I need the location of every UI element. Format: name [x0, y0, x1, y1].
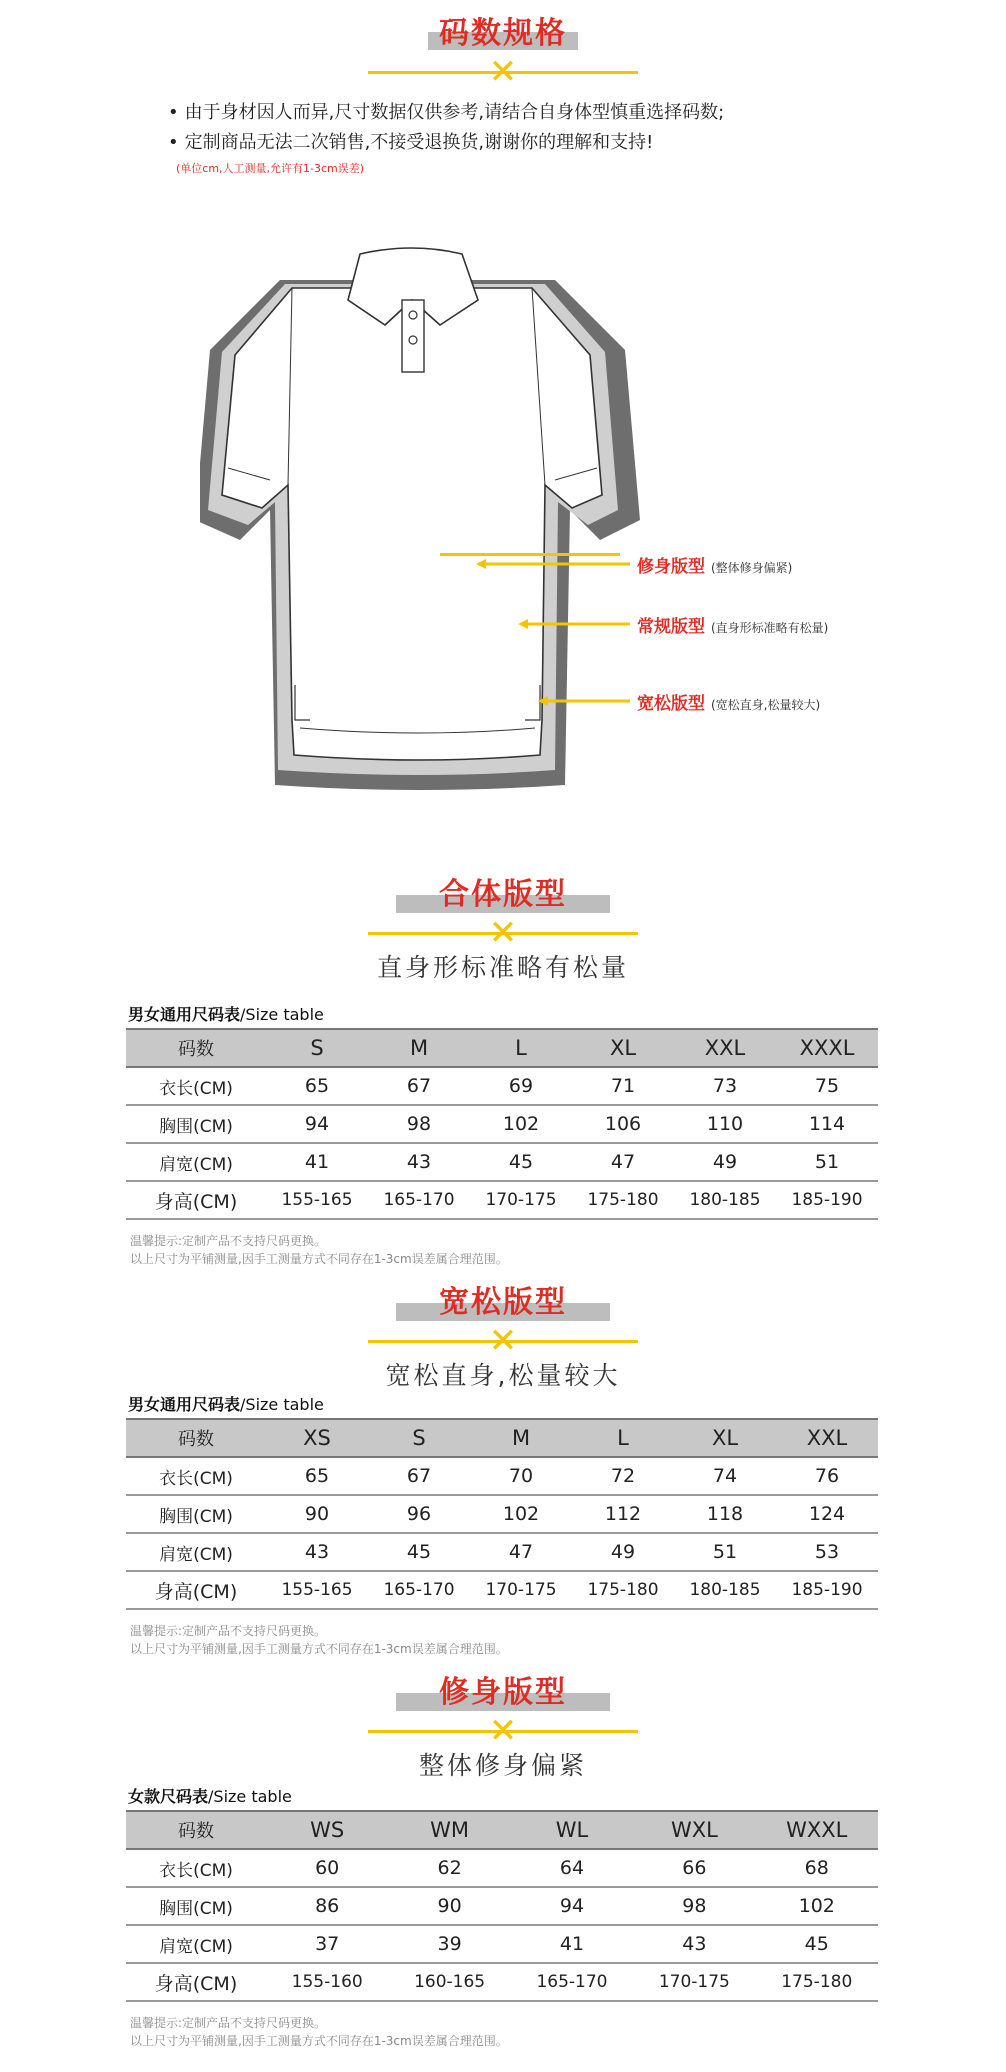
section-2-subtitle: 宽松直身,松量较大 [385, 1361, 621, 1390]
table-cell: 51 [776, 1143, 878, 1181]
table-cell: 45 [756, 1925, 878, 1963]
callout-loose-fit [637, 689, 820, 714]
table-cell: 106 [572, 1105, 674, 1143]
table-cell: 75 [776, 1067, 878, 1105]
table-cell: 65 [266, 1457, 368, 1495]
table-cell: 66 [633, 1849, 755, 1887]
header-cell: XS [266, 1419, 368, 1457]
table-row [126, 1887, 878, 1925]
table-row [126, 1181, 878, 1219]
row-label: 衣长(CM) [126, 1067, 266, 1105]
table-cell: 71 [572, 1067, 674, 1105]
table-cell: 170-175 [470, 1571, 572, 1609]
cross-icon: ✕ [488, 913, 518, 953]
table-cell: 170-175 [633, 1963, 755, 2001]
callout-loose-desc: (宽松直身,松量较大) [711, 698, 821, 712]
header-cell: XXXL [776, 1029, 878, 1067]
callout-loose-label: 宽松版型 [637, 694, 705, 714]
section-2-table-title [128, 1392, 324, 1415]
header-cell: XL [674, 1419, 776, 1457]
table-cell: 165-170 [511, 1963, 633, 2001]
table-header-row [126, 1811, 878, 1849]
callout-slim-fit [637, 552, 792, 577]
callout-regular-fit [637, 612, 828, 637]
header-cell: XXL [776, 1419, 878, 1457]
table-cell: 74 [674, 1457, 776, 1495]
table-cell: 64 [511, 1849, 633, 1887]
table-cell: 96 [368, 1495, 470, 1533]
table-row [126, 1925, 878, 1963]
table-cell: 98 [368, 1105, 470, 1143]
table-cell: 53 [776, 1533, 878, 1571]
section-1-tip [130, 1232, 508, 1268]
table-cell: 43 [633, 1925, 755, 1963]
header-cell: WXL [633, 1811, 755, 1849]
row-label: 胸围(CM) [126, 1887, 266, 1925]
table-row [126, 1143, 878, 1181]
table-cell: 160-165 [388, 1963, 510, 2001]
table-cell: 155-165 [266, 1571, 368, 1609]
table-title-en: /Size table [240, 1005, 324, 1024]
table-row [126, 1533, 878, 1571]
table-title-en: /Size table [208, 1787, 292, 1806]
row-label: 肩宽(CM) [126, 1925, 266, 1963]
cross-icon: ✕ [488, 1321, 518, 1361]
table-cell: 60 [266, 1849, 388, 1887]
header-cell: WL [511, 1811, 633, 1849]
table-title-zh: 男女通用尺码表 [128, 1395, 241, 1414]
table-cell: 165-170 [368, 1571, 470, 1609]
table-cell: 62 [388, 1849, 510, 1887]
row-label: 身高(CM) [126, 1571, 266, 1609]
table-cell: 47 [470, 1533, 572, 1571]
callout-slim-label: 修身版型 [637, 557, 705, 577]
measurement-note: (单位cm,人工测量,允许有1-3cm误差) [176, 162, 365, 175]
header-cell: 码数 [126, 1029, 266, 1067]
table-cell: 45 [368, 1533, 470, 1571]
table-cell: 102 [470, 1495, 572, 1533]
table-cell: 41 [511, 1925, 633, 1963]
table-header-row [126, 1419, 878, 1457]
row-label: 肩宽(CM) [126, 1533, 266, 1571]
cross-icon: ✕ [488, 52, 518, 92]
table-cell: 175-180 [572, 1571, 674, 1609]
table-row [126, 1849, 878, 1887]
notice-item-2: • 定制商品无法二次销售,不接受退换货,谢谢你的理解和支持! [168, 128, 724, 158]
header-cell: S [266, 1029, 368, 1067]
table-title-en: /Size table [240, 1395, 324, 1414]
header-cell: WXXL [756, 1811, 878, 1849]
table-cell: 185-190 [776, 1181, 878, 1219]
section-3-table-title [128, 1784, 292, 1807]
table-cell: 155-165 [266, 1181, 368, 1219]
header-cell: M [470, 1419, 572, 1457]
table-cell: 90 [266, 1495, 368, 1533]
table-cell: 94 [266, 1105, 368, 1143]
table-cell: 67 [368, 1067, 470, 1105]
header-cell: L [572, 1419, 674, 1457]
table-cell: 114 [776, 1105, 878, 1143]
table-cell: 37 [266, 1925, 388, 1963]
row-label: 衣长(CM) [126, 1849, 266, 1887]
table-cell: 90 [388, 1887, 510, 1925]
header-cell: L [470, 1029, 572, 1067]
section-1-title-block [0, 875, 1006, 915]
notice-item-1: • 由于身材因人而异,尺寸数据仅供参考,请结合自身体型慎重选择码数; [168, 98, 724, 128]
table-cell: 72 [572, 1457, 674, 1495]
table-cell: 49 [572, 1533, 674, 1571]
table-cell: 98 [633, 1887, 755, 1925]
size-table-loose [126, 1418, 878, 1610]
button-icon [409, 311, 417, 319]
section-3-title-block [0, 1673, 1006, 1713]
button-icon [409, 336, 417, 344]
notice-list [168, 98, 724, 158]
table-cell: 51 [674, 1533, 776, 1571]
table-cell: 86 [266, 1887, 388, 1925]
section-2-title-block [0, 1283, 1006, 1323]
table-cell: 170-175 [470, 1181, 572, 1219]
row-label: 身高(CM) [126, 1181, 266, 1219]
page-title-block [0, 14, 1006, 54]
tip-line: 以上尺寸为平铺测量,因手工测量方式不同存在1-3cm误差属合理范围。 [130, 2034, 508, 2048]
row-label: 衣长(CM) [126, 1457, 266, 1495]
table-cell: 47 [572, 1143, 674, 1181]
size-table-slim [126, 1810, 878, 2002]
header-cell: 码数 [126, 1811, 266, 1849]
table-cell: 67 [368, 1457, 470, 1495]
table-row [126, 1571, 878, 1609]
table-cell: 110 [674, 1105, 776, 1143]
table-row [126, 1495, 878, 1533]
table-cell: 112 [572, 1495, 674, 1533]
table-cell: 70 [470, 1457, 572, 1495]
table-cell: 180-185 [674, 1181, 776, 1219]
table-cell: 102 [470, 1105, 572, 1143]
table-cell: 45 [470, 1143, 572, 1181]
table-cell: 118 [674, 1495, 776, 1533]
header-cell: 码数 [126, 1419, 266, 1457]
row-label: 身高(CM) [126, 1963, 266, 2001]
page-title: 码数规格 [439, 16, 567, 51]
table-row [126, 1105, 878, 1143]
table-cell: 39 [388, 1925, 510, 1963]
table-cell: 155-160 [266, 1963, 388, 2001]
section-3-subtitle: 整体修身偏紧 [418, 1751, 587, 1780]
table-header-row [126, 1029, 878, 1067]
cross-icon: ✕ [488, 1711, 518, 1751]
table-cell: 175-180 [756, 1963, 878, 2001]
table-cell: 175-180 [572, 1181, 674, 1219]
table-cell: 94 [511, 1887, 633, 1925]
section-1-table-title [128, 1002, 324, 1025]
callout-regular-desc: (直身形标准略有松量) [711, 621, 829, 635]
tip-line: 温馨提示:定制产品不支持尺码更换。 [130, 2016, 327, 2030]
table-row [126, 1963, 878, 2001]
section-3-tip [130, 2014, 508, 2050]
table-cell: 69 [470, 1067, 572, 1105]
table-cell: 73 [674, 1067, 776, 1105]
table-row [126, 1457, 878, 1495]
table-cell: 49 [674, 1143, 776, 1181]
section-1-title: 合体版型 [439, 877, 567, 912]
table-cell: 185-190 [776, 1571, 878, 1609]
tip-line: 以上尺寸为平铺测量,因手工测量方式不同存在1-3cm误差属合理范围。 [130, 1252, 508, 1266]
callout-regular-label: 常规版型 [637, 617, 705, 637]
header-cell: XL [572, 1029, 674, 1067]
table-cell: 102 [756, 1887, 878, 1925]
row-label: 胸围(CM) [126, 1495, 266, 1533]
polo-shirt-illustration [200, 240, 640, 800]
row-label: 胸围(CM) [126, 1105, 266, 1143]
table-title-zh: 男女通用尺码表 [128, 1005, 241, 1024]
table-cell: 43 [368, 1143, 470, 1181]
section-3-title: 修身版型 [439, 1675, 567, 1710]
table-title-zh: 女款尺码表 [128, 1787, 209, 1806]
header-cell: WS [266, 1811, 388, 1849]
table-row [126, 1067, 878, 1105]
table-cell: 43 [266, 1533, 368, 1571]
row-label: 肩宽(CM) [126, 1143, 266, 1181]
header-cell: XXL [674, 1029, 776, 1067]
callout-slim-desc: (整体修身偏紧) [711, 561, 793, 575]
header-cell: M [368, 1029, 470, 1067]
header-cell: S [368, 1419, 470, 1457]
section-2-title: 宽松版型 [439, 1285, 567, 1320]
tip-line: 温馨提示:定制产品不支持尺码更换。 [130, 1624, 327, 1638]
section-1-subtitle: 直身形标准略有松量 [376, 953, 629, 982]
table-cell: 124 [776, 1495, 878, 1533]
table-cell: 65 [266, 1067, 368, 1105]
tip-line: 以上尺寸为平铺测量,因手工测量方式不同存在1-3cm误差属合理范围。 [130, 1642, 508, 1656]
tip-line: 温馨提示:定制产品不支持尺码更换。 [130, 1234, 327, 1248]
table-cell: 76 [776, 1457, 878, 1495]
table-cell: 41 [266, 1143, 368, 1181]
section-2-tip [130, 1622, 508, 1658]
table-cell: 180-185 [674, 1571, 776, 1609]
size-table-regular [126, 1028, 878, 1220]
table-cell: 68 [756, 1849, 878, 1887]
table-cell: 165-170 [368, 1181, 470, 1219]
header-cell: WM [388, 1811, 510, 1849]
